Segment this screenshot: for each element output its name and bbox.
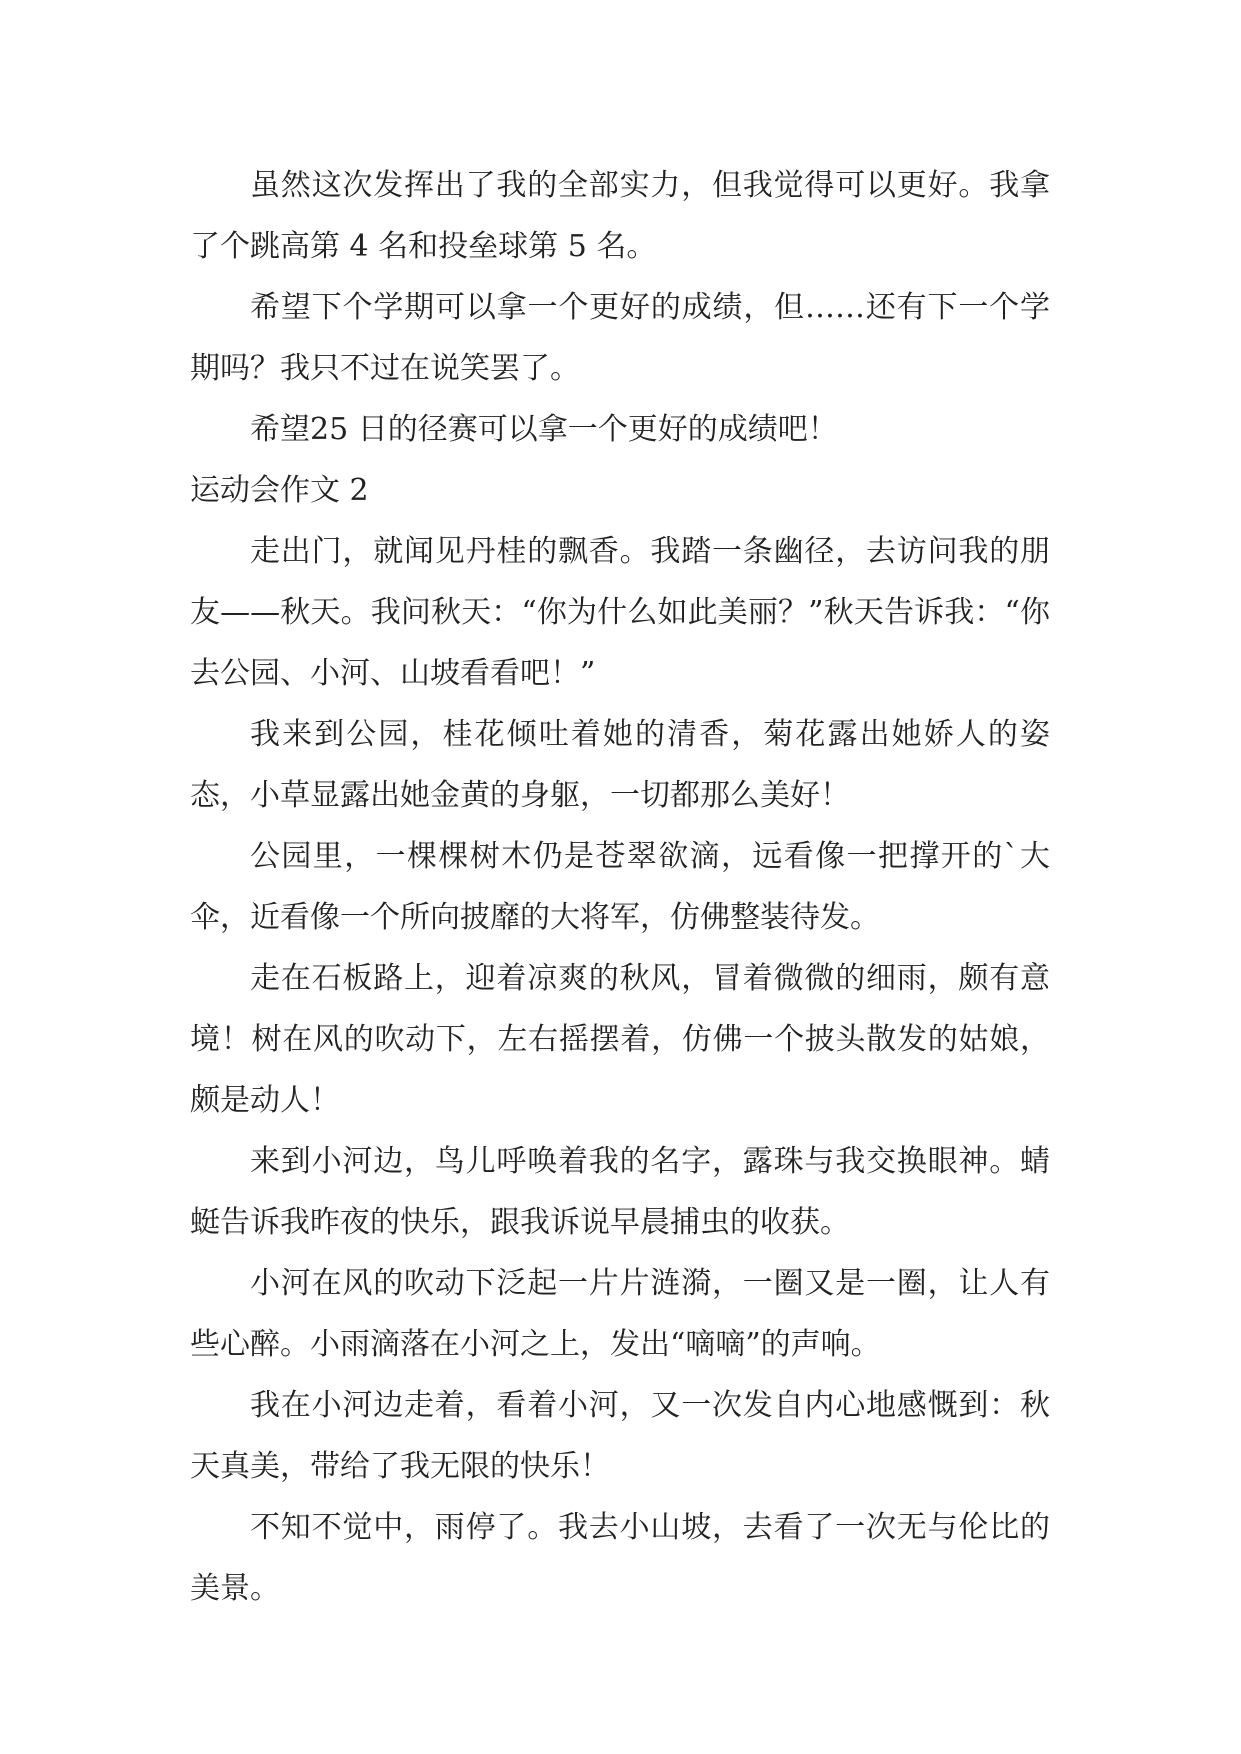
paragraph: 小河在风的吹动下泛起一片片涟漪，一圈又是一圈，让人有些心醉。小雨滴落在小河之上，发出“嘀嘀”的声响。 <box>190 1266 1050 1362</box>
paragraph: 我来到公园，桂花倾吐着她的清香，菊花露出她娇人的姿态，小草显露出她金黄的身躯，一切都那么美好！ <box>190 717 1050 813</box>
paragraph: 不知不觉中，雨停了。我去小山坡，去看了一次无与伦比的美景。 <box>190 1510 1050 1606</box>
paragraph: 走在石板路上，迎着凉爽的秋风，冒着微微的细雨，颇有意境！树在风的吹动下，左右摇摆着，仿佛一个披头散发的姑娘，颇是动人！ <box>190 961 1050 1118</box>
document-body <box>190 155 1050 1619</box>
section-heading: 运动会作文 2 <box>190 473 369 508</box>
paragraph: 走出门，就闻见丹桂的飘香。我踏一条幽径，去访问我的朋友——秋天。我问秋天：“你为什么如此美丽？”秋天告诉我：“你去公园、小河、山坡看看吧！” <box>190 534 1050 691</box>
paragraph: 来到小河边，鸟儿呼唤着我的名字，露珠与我交换眼神。蜻蜓告诉我昨夜的快乐，跟我诉说早晨捕虫的收获。 <box>190 1144 1050 1240</box>
paragraph: 我在小河边走着，看着小河，又一次发自内心地感慨到：秋天真美，带给了我无限的快乐！ <box>190 1388 1050 1484</box>
paragraph: 希望下个学期可以拿一个更好的成绩，但……还有下一个学期吗？我只不过在说笑罢了。 <box>190 290 1050 386</box>
paragraph: 希望25 日的径赛可以拿一个更好的成绩吧！ <box>250 412 838 447</box>
paragraph: 公园里，一棵棵树木仍是苍翠欲滴，远看像一把撑开的`大伞，近看像一个所向披靡的大将军，仿佛整装待发。 <box>190 839 1050 935</box>
paragraph: 虽然这次发挥出了我的全部实力，但我觉得可以更好。我拿了个跳高第 4 名和投垒球第 5 名。 <box>190 168 1050 264</box>
